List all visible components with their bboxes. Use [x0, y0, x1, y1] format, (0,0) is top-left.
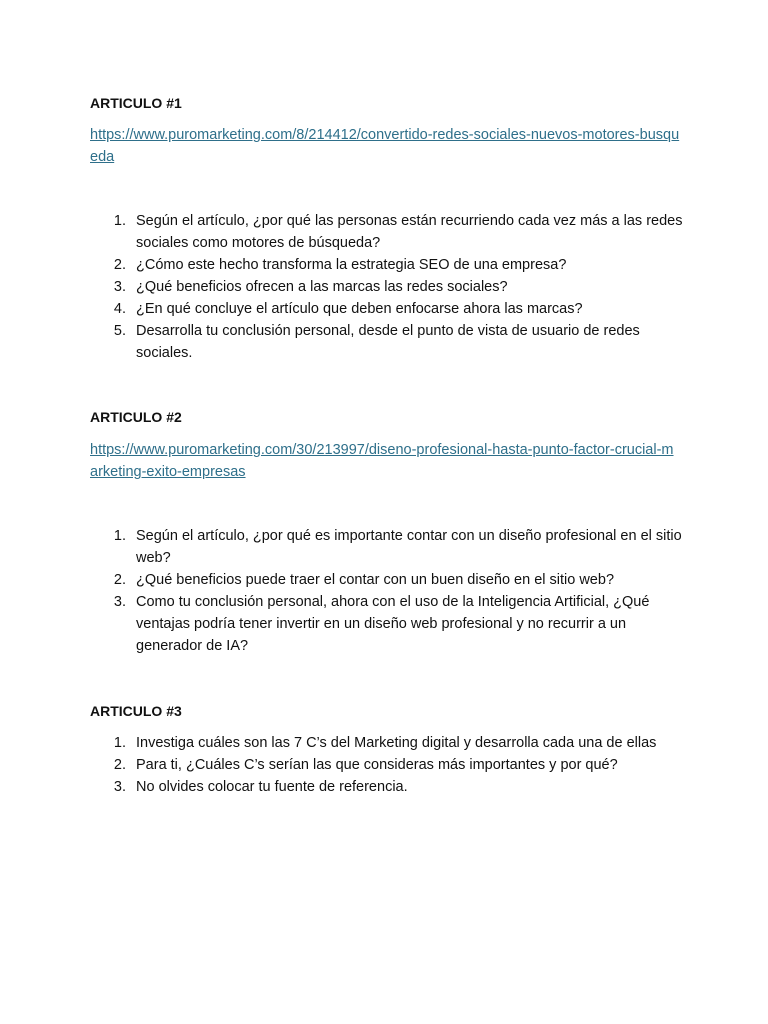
list-number: 3.: [113, 594, 126, 610]
list-number: 1.: [113, 528, 126, 544]
article-2-link[interactable]: https://www.puromarketing.com/30/213997/diseno-profesional-hasta-punto-factor-crucial-marketing-exito-empresas: [90, 442, 674, 480]
article-2-questions: [90, 525, 690, 657]
article-1-link[interactable]: https://www.puromarketing.com/8/214412/convertido-redes-sociales-nuevos-motores-busqueda: [90, 127, 680, 165]
list-item: [90, 298, 690, 320]
list-item: [90, 776, 690, 798]
list-item: [90, 569, 690, 591]
article-2-heading: ARTICULO #2: [90, 409, 182, 425]
list-item: [90, 591, 690, 657]
article-1-questions: [90, 210, 690, 364]
list-number: 2.: [113, 757, 126, 773]
list-number: 2.: [113, 572, 126, 588]
list-number: 1.: [113, 213, 126, 229]
list-number: 4.: [113, 301, 126, 317]
question-text: Desarrolla tu conclusión personal, desde el punto de vista de usuario de redes sociales.: [136, 323, 640, 361]
article-3-heading: ARTICULO #3: [90, 703, 182, 719]
list-number: 5.: [113, 323, 126, 339]
question-text: ¿Qué beneficios puede traer el contar con un buen diseño en el sitio web?: [136, 572, 615, 588]
list-item: [90, 525, 690, 569]
list-item: [90, 320, 690, 364]
question-text: ¿Qué beneficios ofrecen a las marcas las redes sociales?: [136, 279, 508, 295]
question-text: Investiga cuáles son las 7 C’s del Marketing digital y desarrolla cada una de ellas: [136, 735, 657, 751]
article-3-questions: [90, 732, 690, 798]
list-number: 3.: [113, 779, 126, 795]
list-number: 2.: [113, 257, 126, 273]
list-item: [90, 254, 690, 276]
list-item: [90, 276, 690, 298]
question-text: No olvides colocar tu fuente de referencia.: [136, 779, 408, 795]
list-item: [90, 732, 690, 754]
question-text: ¿En qué concluye el artículo que deben enfocarse ahora las marcas?: [136, 301, 583, 317]
article-1-heading: ARTICULO #1: [90, 95, 182, 111]
question-text: Como tu conclusión personal, ahora con el uso de la Inteligencia Artificial, ¿Qué ventajas podría tener invertir en un diseño web profesional y no recurrir a un generador de IA?: [136, 594, 650, 654]
question-text: Según el artículo, ¿por qué es importante contar con un diseño profesional en el sitio web?: [136, 528, 682, 566]
question-text: Según el artículo, ¿por qué las personas están recurriendo cada vez más a las redes sociales como motores de búsqueda?: [136, 213, 683, 251]
list-item: [90, 210, 690, 254]
question-text: Para ti, ¿Cuáles C’s serían las que consideras más importantes y por qué?: [136, 757, 618, 773]
question-text: ¿Cómo este hecho transforma la estrategia SEO de una empresa?: [136, 257, 567, 273]
list-item: [90, 754, 690, 776]
list-number: 1.: [113, 735, 126, 751]
list-number: 3.: [113, 279, 126, 295]
